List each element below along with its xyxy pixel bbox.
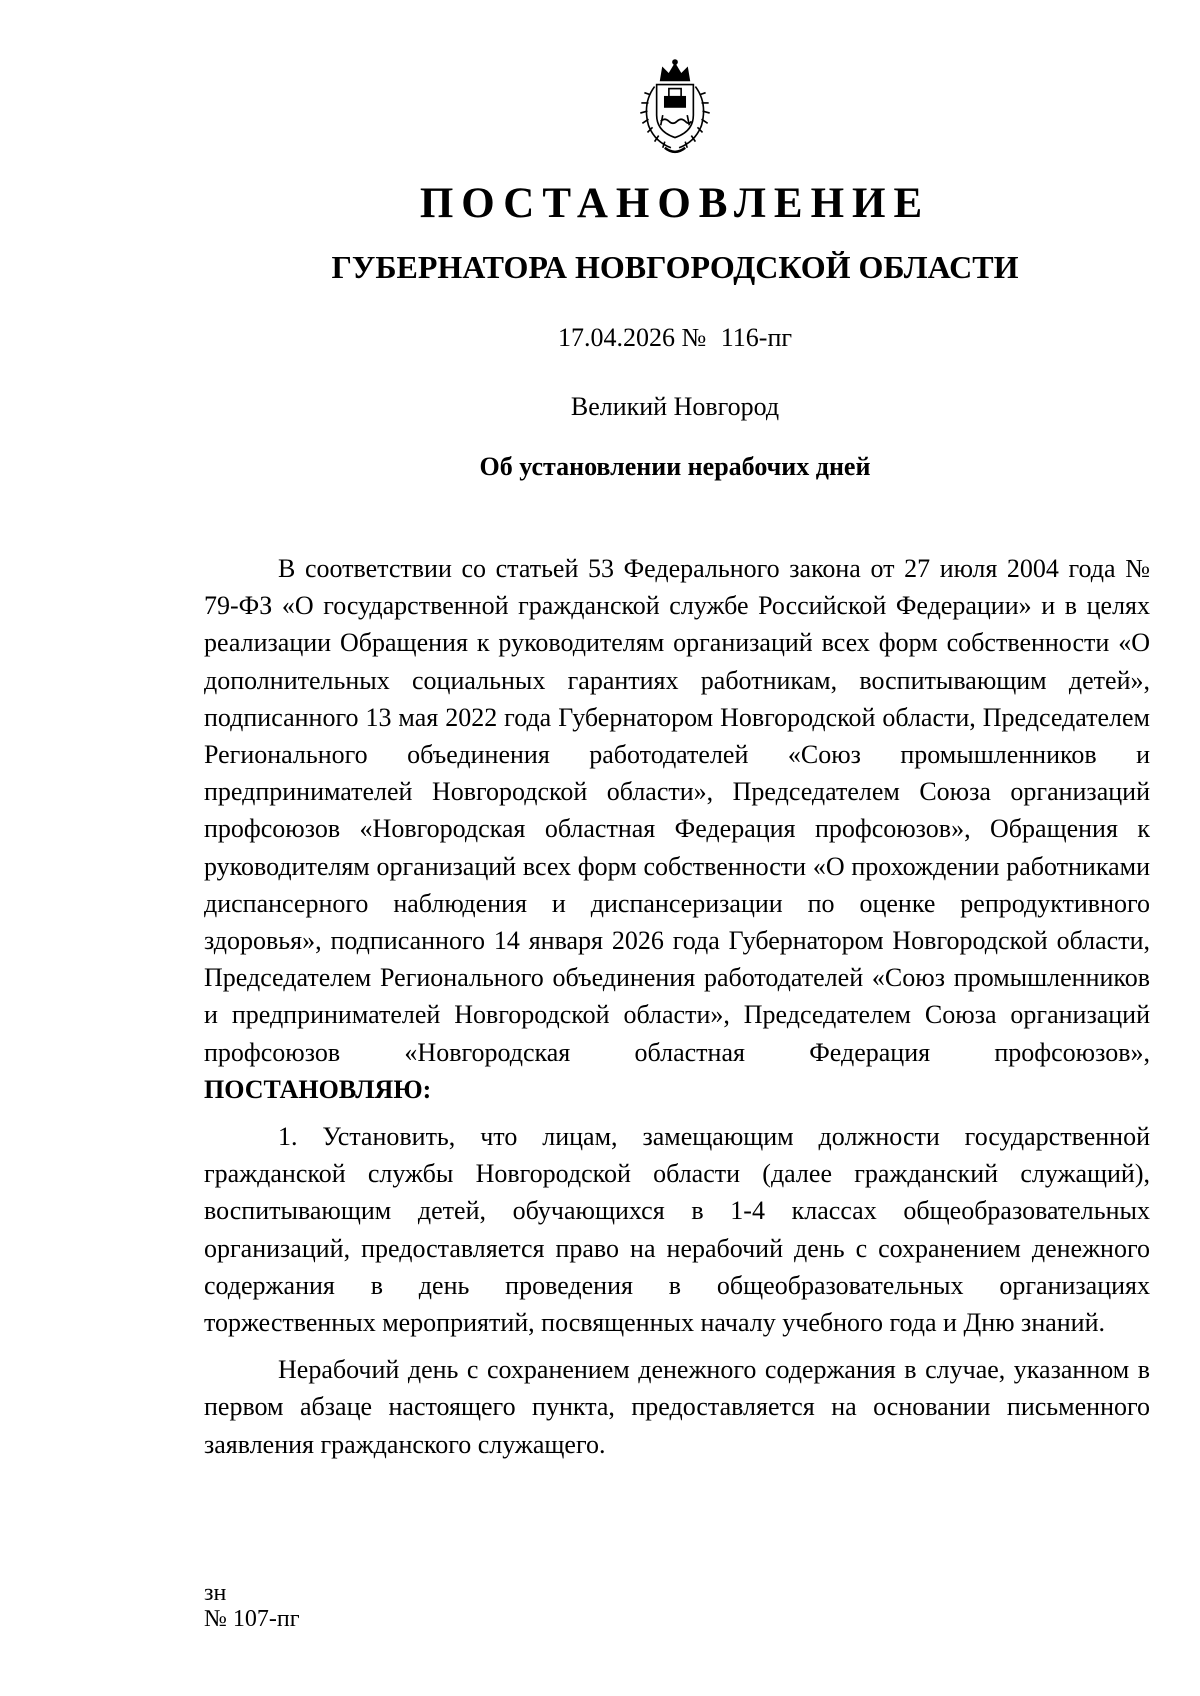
document-number: 116-пг <box>720 323 793 352</box>
document-date: 17.04.2026 <box>557 323 675 352</box>
footer-code: зн <box>204 1580 227 1606</box>
novgorod-coat-of-arms-emblem-icon <box>624 58 726 160</box>
item-1-second-paragraph: Нерабочий день с сохранением денежного содержания в случае, указанном в первом абзаце настоящего пункта, предоставляется на основании письменного заявления гражданского служащего. <box>204 1355 1150 1459</box>
document-city: Великий Новгород <box>570 392 780 421</box>
document-body <box>204 550 1150 1463</box>
item-1-paragraph: 1. Установить, что лицам, замещающим должности государственной гражданской службы Новгородской области (далее гражданский служащий), воспитывающим детей, обучающихся в 1-4 классах общеобразовательных организаций, предоставляется право на нерабочий день с сохранением денежного содержания в день проведения в общеобразовательных организациях торжественных мероприятий, посвященных началу учебного года и Дню знаний. <box>204 1122 1150 1338</box>
footer-registration-mark <box>204 1580 300 1632</box>
footer-ref-number: № 107-пг <box>204 1606 300 1632</box>
document-title: ПОСТАНОВЛЕНИЕ <box>419 180 931 227</box>
document-date-number-line <box>0 322 1200 354</box>
document-number-label: № <box>681 323 707 352</box>
preamble-paragraph <box>204 550 1150 1108</box>
decree-word: ПОСТАНОВЛЯЮ: <box>204 1074 432 1104</box>
document-heading: Об установлении нерабочих дней <box>479 452 871 481</box>
document-subtitle: ГУБЕРНАТОРА НОВГОРОДСКОЙ ОБЛАСТИ <box>331 249 1019 285</box>
preamble-text: В соответствии со статьей 53 Федерального закона от 27 июля 2004 года № 79-ФЗ «О государственной гражданской службе Российской Федерации» и в целях реализации Обращения к руководителям организаций всех форм собственности «О дополнительных социальных гарантиях работникам, воспитывающим детей», подписанного 13 мая 2022 года Губернатором Новгородской области, Председателем Регионального объединения работодателей «Союз промышленников и предпринимателей Новгородской области», Председателем Союза организаций профсоюзов «Новгородская областная Федерация профсоюзов», Обращения к руководителям организаций всех форм собственности «О прохождении работниками диспансерного наблюдения и диспансеризации по оценке репродуктивного здоровья», подписанного 14 января 2026 года Губернатором Новгородской области, Председателем Регионального объединения работодателей «Союз промышленников и предпринимателей Новгородской области», Председателем Союза организаций профсоюзов «Новгородская областная Федерация профсоюзов», <box>204 554 1150 1067</box>
